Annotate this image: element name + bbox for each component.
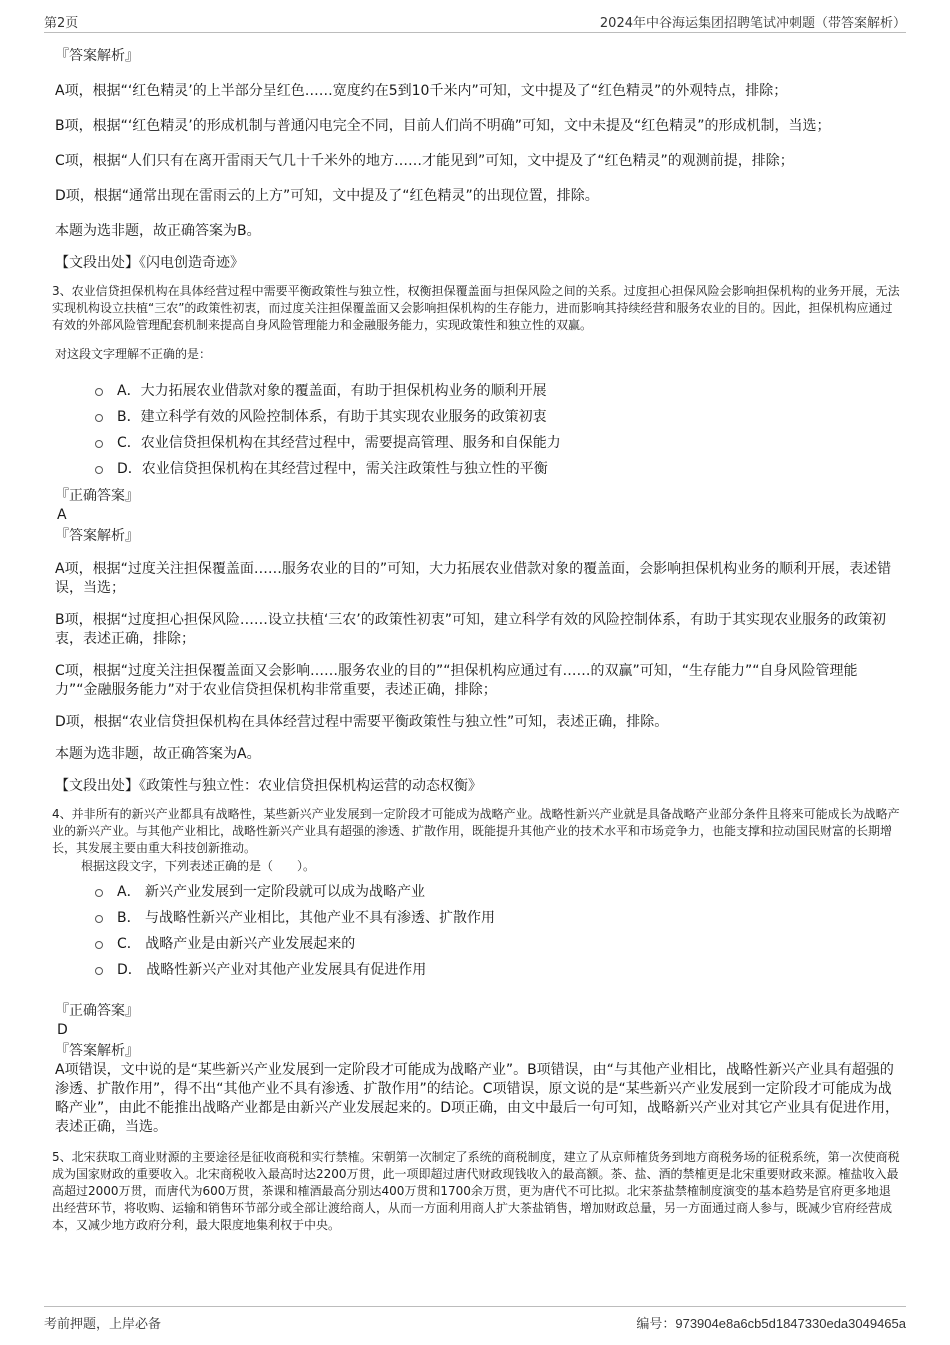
radio-button-icon[interactable] (95, 941, 103, 949)
q4-option-d-text: D． 战略性新兴产业对其他产业发展具有促进作用 (117, 962, 427, 978)
q4-option-c[interactable] (95, 931, 900, 957)
document-code: 编号：973904e8a6cb5d1847330eda3049465a (636, 1316, 906, 1331)
q3-source: 【文段出处】《政策性与独立性：农业信贷担保机构运营的动态权衡》 (55, 778, 482, 794)
q4-answer-label: 『正确答案』 (55, 1003, 139, 1019)
q2-analysis-d: D项，根据“通常出现在雷雨云的上方”可知，文中提及了“红色精灵”的出现位置，排除。 (55, 188, 599, 204)
q4-block (52, 806, 900, 1137)
q4-stem: 根据这段文字，下列表述正确的是（ ）。 (81, 859, 316, 873)
q2-analysis-a: A项，根据“‘红色精灵’的上半部分呈红色……宽度约在5到10千米内”可知，文中提及了“红色精灵”的外观特点，排除； (55, 83, 788, 99)
radio-button-icon[interactable] (95, 388, 103, 396)
q3-option-a-text: A．大力拓展农业借款对象的覆盖面，有助于担保机构业务的顺利开展 (117, 383, 547, 399)
q5-passage: 5、北宋获取工商业财源的主要途径是征收商税和实行禁榷。宋朝第一次制定了系统的商税制度，建立了从京师榷货务到地方商税务场的征税系统，第一次使商税成为国家财政的重要收入。北宋商税收入最高时达2200万贯，此一项即超过唐代财政现钱收入的最高额。茶、盐、酒的禁榷更是北宋重要财政来源。榷盐收入最高超过2000万贯，而唐代为600万贯，茶课和榷酒最高分别达400万贯和1700余万贯，更为唐代不可比拟。北宋茶盐禁榷制度演变的基本趋势是官府更多地退出经营环节，将收购、运输和销售环节部分或全部让渡给商人，从而一方面利用商人扩大茶盐销售，增加财政总量，另一方面通过商人参与，既减少官府经营成本，又减少地方政府分利，最大限度地集利权于中央。 (52, 1150, 900, 1232)
q2-conclusion: 本题为选非题，故正确答案为B。 (55, 223, 261, 239)
radio-button-icon[interactable] (95, 889, 103, 897)
q3-analysis-d: D项，根据“农业信贷担保机构在具体经营过程中需要平衡政策性与独立性”可知，表述正确，排除。 (55, 714, 669, 730)
q3-stem: 对这段文字理解不正确的是： (55, 347, 212, 361)
q3-analysis-label: 『答案解析』 (55, 528, 139, 544)
q3-block (52, 283, 900, 796)
q3-option-c-text: C．农业信贷担保机构在其经营过程中，需要提高管理、服务和自保能力 (117, 435, 561, 451)
radio-button-icon[interactable] (95, 466, 103, 474)
q4-answer: D (57, 1022, 68, 1038)
q4-option-b[interactable] (95, 905, 900, 931)
radio-button-icon[interactable] (95, 440, 103, 448)
q4-option-c-text: C． 战略产业是由新兴产业发展起来的 (117, 936, 356, 952)
q3-conclusion: 本题为选非题，故正确答案为A。 (55, 746, 261, 762)
q3-option-d-text: D．农业信贷担保机构在其经营过程中，需关注政策性与独立性的平衡 (117, 461, 548, 477)
radio-button-icon[interactable] (95, 967, 103, 975)
q4-option-d[interactable] (95, 957, 900, 983)
q4-analysis: A项错误，文中说的是“某些新兴产业发展到一定阶段才可能成为战略产业”。B项错误，由“与其他产业相比，战略性新兴产业具有超强的渗透、扩散作用”，得不出“其他产业不具有渗透、扩散作用”的结论。C项错误，原文说的是“某些新兴产业发展到一定阶段才可能成为战略产业”，由此不能推出战略产业都是由新兴产业发展起来的。D项正确，由文中最后一句可知，战略新兴产业对其它产业具有促进作用，表述正确，当选。 (55, 1062, 900, 1135)
page-header (44, 10, 906, 33)
q4-passage: 4、并非所有的新兴产业都具有战略性，某些新兴产业发展到一定阶段才可能成为战略产业。战略性新兴产业就是具备战略产业部分条件且将来可能成长为战略产业的新兴产业。与其他产业相比，战略性新兴产业具有超强的渗透、扩散作用，既能提升其他产业的技术水平和市场竞争力，也能支撑和拉动国民财富的长期增长，其发展主要由重大科技创新推动。 (52, 807, 900, 855)
document-title: 2024年中谷海运集团招聘笔试冲刺题（带答案解析） (599, 16, 906, 31)
q3-option-b-text: B．建立科学有效的风险控制体系，有助于其实现农业服务的政策初衷 (117, 409, 547, 425)
q3-option-a[interactable] (95, 378, 900, 404)
radio-button-icon[interactable] (95, 915, 103, 923)
q3-passage: 3、农业信贷担保机构在具体经营过程中需要平衡政策性与独立性，权衡担保覆盖面与担保风险之间的关系。过度担心担保风险会影响担保机构的业务开展，无法实现机构设立扶植“三农”的政策性初衷，而过度关注担保覆盖面又会影响担保机构的生存能力，进而影响其持续经营和服务农业的目的。因此，担保机构应通过有效的外部风险管理配套机制来提高自身风险管理能力和金融服务能力，实现政策性和独立性的双赢。 (52, 284, 900, 332)
q5-block (52, 1149, 900, 1234)
radio-button-icon[interactable] (95, 414, 103, 422)
q3-options (95, 378, 900, 482)
q4-options (95, 879, 900, 983)
q4-option-a-text: A． 新兴产业发展到一定阶段就可以成为战略产业 (117, 884, 426, 900)
q3-option-c[interactable] (95, 430, 900, 456)
q4-option-a[interactable] (95, 879, 900, 905)
q3-answer: A (57, 507, 67, 523)
q4-analysis-label: 『答案解析』 (55, 1043, 139, 1059)
q4-option-b-text: B． 与战略性新兴产业相比，其他产业不具有渗透、扩散作用 (117, 910, 496, 926)
q2-block (55, 46, 900, 273)
q3-answer-label: 『正确答案』 (55, 488, 139, 504)
q3-option-b[interactable] (95, 404, 900, 430)
q2-analysis-label: 『答案解析』 (55, 48, 139, 64)
q2-analysis-b: B项，根据“‘红色精灵’的形成机制与普通闪电完全不同，目前人们尚不明确”可知，文中未提及“红色精灵”的形成机制，当选； (55, 118, 831, 134)
q2-source: 【文段出处】《闪电创造奇迹》 (55, 255, 244, 271)
q3-analysis-b: B项，根据“过度担心担保风险……设立扶植‘三农’的政策性初衷”可知，建立科学有效的风险控制体系，有助于其实现农业服务的政策初衷，表述正确，排除； (55, 612, 887, 647)
page-number: 第2页 (44, 16, 79, 31)
page-content (52, 42, 900, 1234)
q2-analysis-c: C项，根据“人们只有在离开雷雨天气几十千米外的地方……才能见到”可知，文中提及了“红色精灵”的观测前提，排除； (55, 153, 794, 169)
q3-analysis-a: A项，根据“过度关注担保覆盖面……服务农业的目的”可知，大力拓展农业借款对象的覆盖面，会影响担保机构业务的顺利开展，表述错误，当选； (55, 561, 892, 596)
q3-analysis-c: C项，根据“过度关注担保覆盖面又会影响……服务农业的目的”“担保机构应通过有……的双赢”可知，“生存能力”“自身风险管理能力”“金融服务能力”对于农业信贷担保机构非常重要，表述正确，排除； (55, 663, 858, 698)
q3-option-d[interactable] (95, 456, 900, 482)
footer-slogan: 考前押题，上岸必备 (44, 1317, 162, 1332)
page-footer (44, 1306, 906, 1331)
